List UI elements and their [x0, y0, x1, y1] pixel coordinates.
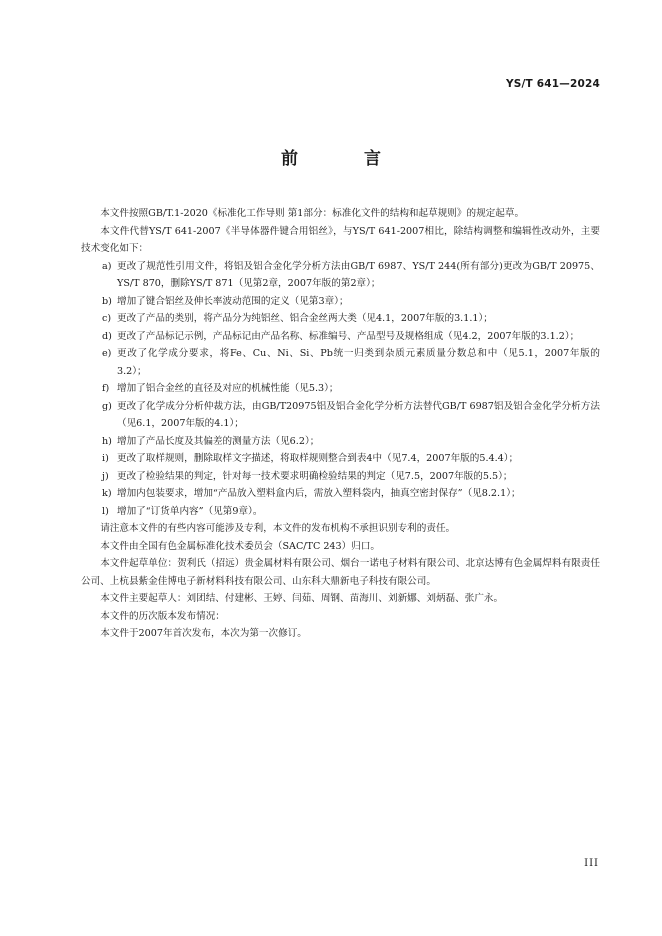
change-item-label: e) [102, 348, 112, 359]
change-item-text: 更改了化学成分分析仲裁方法，由GB/T20975铝及铝合金化学分析方法替代GB/T 6987铝及铝合金化学分析方法（见6.1，2007年版的4.1）； [117, 400, 600, 429]
drafters-paragraph: 本文件主要起草人：刘团结、付建彬、王婷、闫茹、周钢、苗海川、刘新娜、刘炳磊、张广永。 [100, 593, 504, 604]
change-item-text: 更改了化学成分要求，将Fe、Cu、Ni、Si、Pb统一归类到杂质元素质量分数总和中（见5.1，2007年版的3.2）； [117, 348, 600, 377]
change-item-text: 增加了铝合金丝的直径及对应的机械性能（见5.3）； [117, 383, 339, 394]
change-item-label: h) [102, 435, 112, 447]
change-item [81, 398, 600, 433]
change-item-text: 更改了规范性引用文件，将铝及铝合金化学分析方法由GB/T 6987、YS/T 244(所有部分)更改为GB/T 20975、YS/T 870，删除YS/T 871（见第2章，2007年版的第2章）； [117, 260, 600, 289]
intro-paragraph: 本文件按照GB/T.1-2020《标准化工作导则 第1部分：标准化文件的结构和起草规则》的规定起草。 [100, 208, 525, 219]
page-title: 前 言 [281, 149, 411, 169]
history-heading: 本文件的历次版本发布情况： [100, 610, 225, 622]
foreword-body [81, 205, 600, 643]
change-item [81, 485, 600, 503]
change-item-label: g) [102, 400, 112, 412]
change-item-label: i) [102, 453, 109, 464]
page-number: III [584, 858, 599, 869]
change-item [81, 293, 600, 311]
change-item-label: j) [102, 470, 109, 482]
drafting-units-paragraph: 本文件起草单位：贺利氏（招远）贵金属材料有限公司、烟台一诺电子材料有限公司、北京达博有色金属焊料有限责任公司、上杭县紫金佳博电子新材料科技有限公司、山东科大鼎新电子科技有限公司。 [81, 558, 600, 587]
change-item-label: b) [102, 295, 112, 307]
change-item [81, 468, 600, 486]
change-item [81, 450, 600, 468]
change-item-text: 更改了产品标记示例，产品标记由产品名称、标准编号、产品型号及规格组成（见4.2，2007年版的3.1.2）； [117, 330, 580, 342]
change-item [81, 258, 600, 293]
change-item-label: l) [102, 505, 109, 517]
change-item [81, 503, 600, 521]
change-item-label: f) [102, 383, 110, 394]
change-item [81, 328, 600, 346]
change-item-text: 增加了键合铝丝及伸长率波动范围的定义（见第3章）； [117, 295, 349, 307]
patent-notice: 请注意本文件的有些内容可能涉及专利，本文件的发布机构不承担识别专利的责任。 [100, 523, 456, 534]
change-item [81, 345, 600, 380]
change-item [81, 380, 600, 398]
history-paragraph: 本文件于2007年首次发布，本次为第一次修订。 [100, 628, 307, 639]
standard-code: YS/T 641—2024 [505, 78, 600, 90]
change-list [81, 258, 600, 521]
change-item-text: 增加内包装要求，增加“产品放入塑料盒内后，需放入塑料袋内，抽真空密封保存”（见8.2.1）； [117, 488, 521, 499]
change-item-label: k) [102, 488, 112, 499]
change-item [81, 433, 600, 451]
change-item-text: 更改了产品的类别，将产品分为纯铝丝、铝合金丝两大类（见4.1，2007年版的3.1.1）； [117, 313, 493, 324]
change-item-text: 增加了产品长度及其偏差的测量方法（见6.2）； [117, 435, 320, 447]
change-item-label: c) [102, 313, 112, 324]
change-item-text: 更改了取样规则，删除取样文字描述，将取样规则整合到表4中（见7.4，2007年版的5.4.4）； [117, 453, 519, 464]
committee-paragraph: 本文件由全国有色金属标准化技术委员会（SAC/TC 243）归口。 [100, 540, 381, 552]
change-item-label: d) [102, 330, 112, 342]
change-item-text: 增加了“订货单内容”（见第9章）。 [117, 505, 263, 517]
intro-paragraph: 本文件代替YS/T 641-2007《半导体器件键合用铝丝》，与YS/T 641-2007相比，除结构调整和编辑性改动外，主要技术变化如下： [81, 225, 600, 254]
change-item-label: a) [102, 260, 112, 272]
change-item [81, 310, 600, 328]
change-item-text: 更改了检验结果的判定，针对每一技术要求明确检验结果的判定（见7.5，2007年版的5.5）； [117, 470, 513, 482]
